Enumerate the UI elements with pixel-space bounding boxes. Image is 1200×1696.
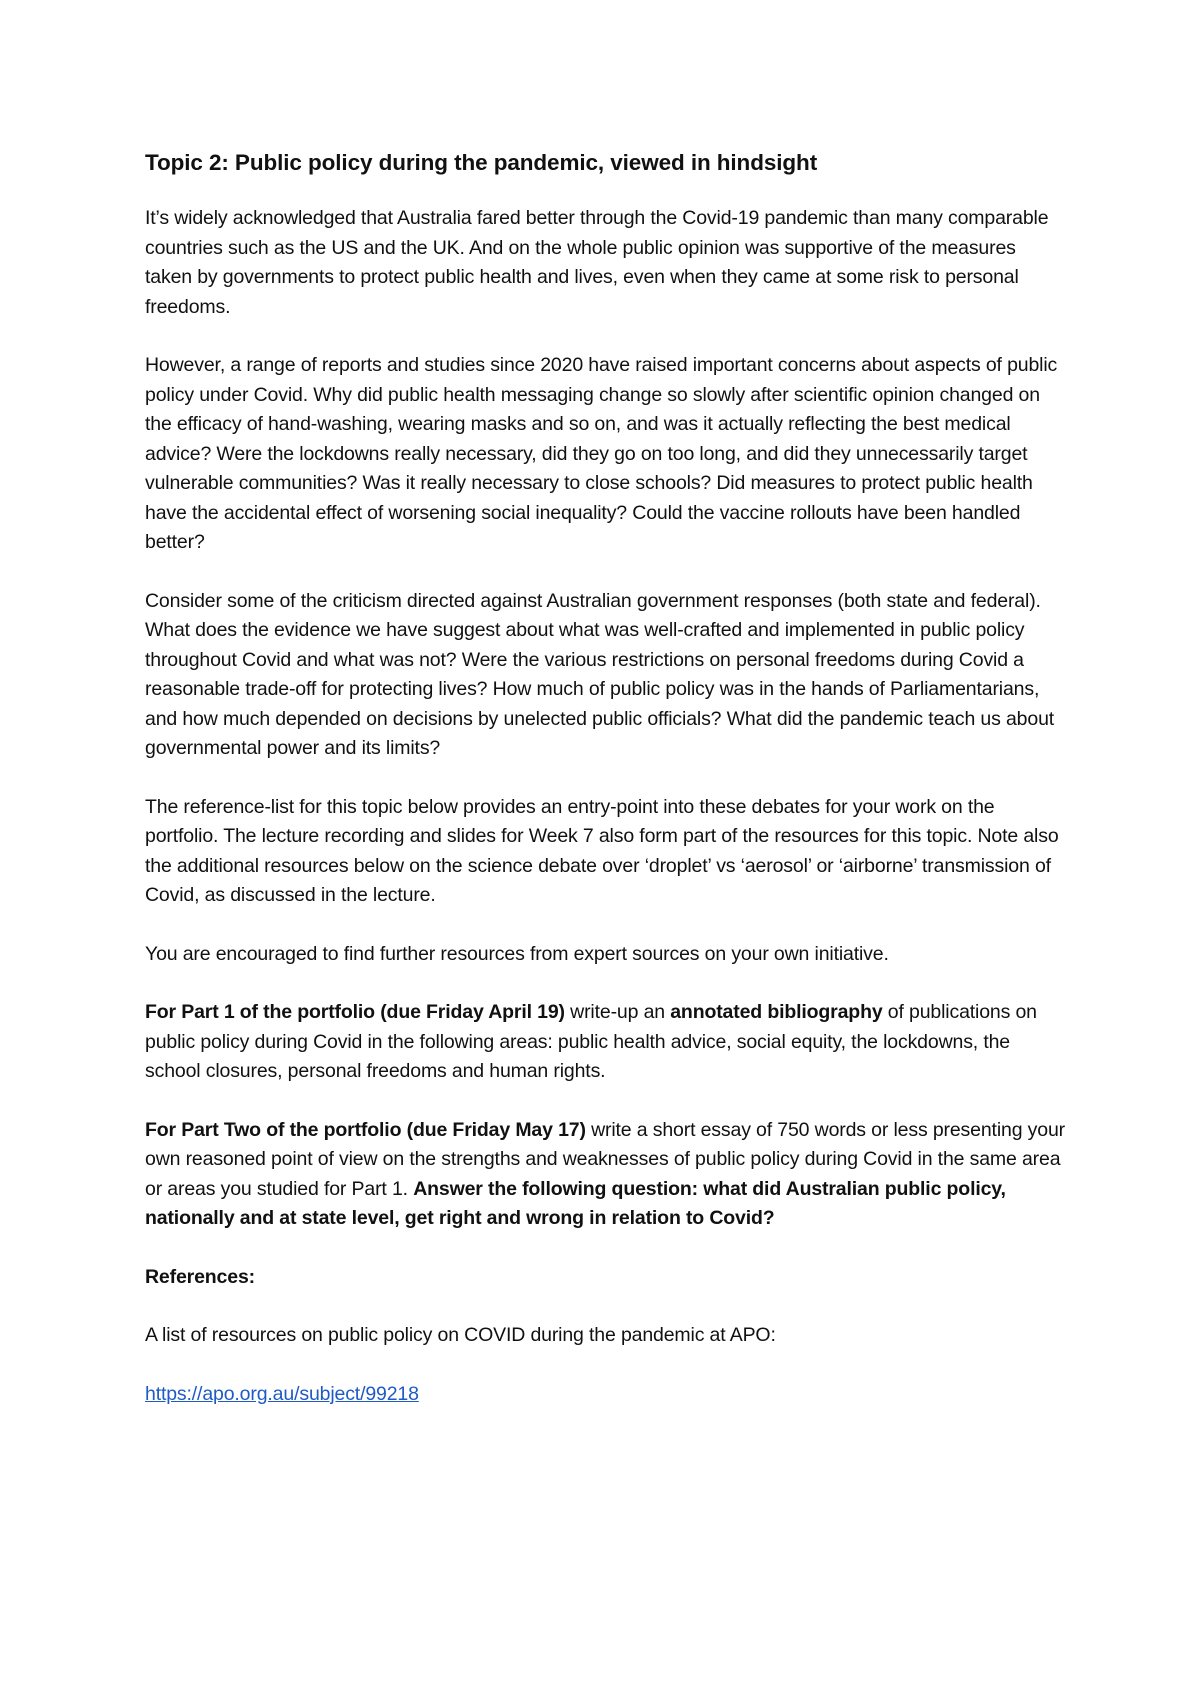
part1-lead: For Part 1 of the portfolio (due Friday April 19) xyxy=(145,1001,565,1023)
part1-mid: write-up an xyxy=(564,1001,671,1023)
apo-link[interactable]: https://apo.org.au/subject/99218 xyxy=(145,1382,419,1405)
intro-paragraph: It’s widely acknowledged that Australia fared better through the Covid-19 pandemic than many comparable countries such as the US and the UK. And on the whole public opinion was supportive of the measures taken by governments to protect public health and lives, even when they came at some risk to personal freedoms. xyxy=(145,207,1049,318)
part1-emphasis: annotated bibliography xyxy=(670,1001,883,1023)
document-page xyxy=(145,148,1065,1438)
part2-paragraph xyxy=(145,1116,1065,1234)
part2-question: Answer the following question: what did Australian public policy, nationally and at state level, get right and wrong in relation to Covid? xyxy=(145,1177,1006,1229)
part1-paragraph xyxy=(145,998,1065,1087)
reference-list-paragraph: The reference-list for this topic below provides an entry-point into these debates for your work on the portfolio. The lecture recording and slides for Week 7 also form part of the resources for this topic. Note also the additional resources below on the science debate over ‘droplet’ vs ‘aerosol’ or ‘airborne’ transmission of Covid, as discussed in the lecture. xyxy=(145,795,1059,906)
part2-lead: For Part Two of the portfolio (due Friday May 17) xyxy=(145,1118,586,1141)
references-link-paragraph xyxy=(145,1380,1065,1410)
criticism-paragraph: Consider some of the criticism directed against Australian government responses (both state and federal). What does the evidence we have suggest about what was well-crafted and implemented in public policy throughout Covid and what was not? Were the various restrictions on personal freedoms during Covid a reasonable trade-off for protecting lives? How much of public policy was in the hands of Parliamentarians, and how much depended on decisions by unelected public officials? What did the pandemic teach us about governmental power and its limits? xyxy=(145,589,1055,759)
references-heading: References: xyxy=(145,1265,255,1288)
concerns-paragraph: However, a range of reports and studies since 2020 have raised important concerns about aspects of public policy under Covid. Why did public health messaging change so slowly after scientific opinion changed on the efficacy of hand-washing, wearing masks and so on, and was it actually reflecting the best medical advice? Were the lockdowns really necessary, did they go on too long, and did they unnecessarily target vulnerable communities? Was it really necessary to close schools? Did measures to protect public health have the accidental effect of worsening social inequality? Could the vaccine rollouts have been handled better? xyxy=(145,354,1058,553)
further-resources-paragraph: You are encouraged to find further resources from expert sources on your own initiative. xyxy=(145,942,889,965)
document-title: Topic 2: Public policy during the pandemic, viewed in hindsight xyxy=(145,150,818,175)
part1-rest: of publications on public policy during Covid in the following areas: public health advice, social equity, the lockdowns, the school closures, personal freedoms and human rights. xyxy=(145,1001,1037,1082)
part2-rest: write a short essay of 750 words or less presenting your own reasoned point of view on the strengths and weaknesses of public policy during Covid in the same area or areas you studied for Part 1. xyxy=(145,1118,1065,1200)
references-intro: A list of resources on public policy on COVID during the pandemic at APO: xyxy=(145,1324,776,1346)
